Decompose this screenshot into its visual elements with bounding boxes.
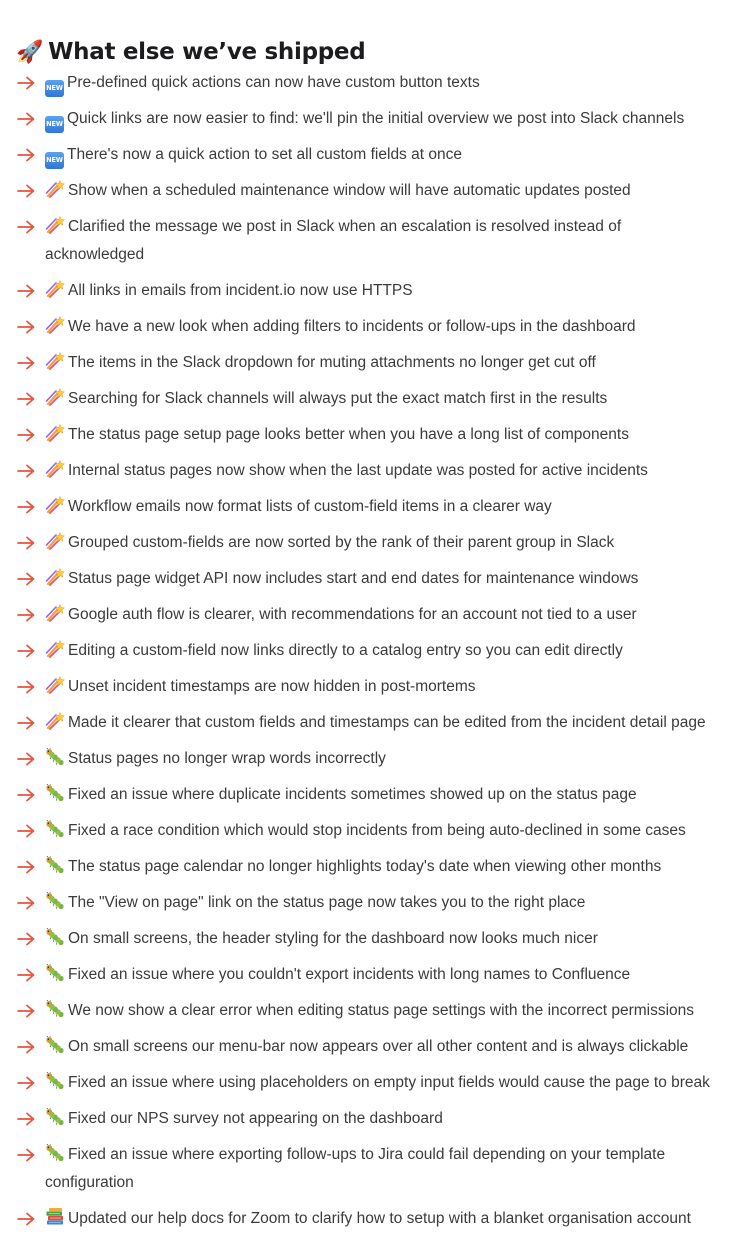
right-arrow-icon <box>16 284 36 298</box>
changelog-item-text: Show when a scheduled maintenance window will have automatic updates posted <box>68 182 631 199</box>
changelog-item <box>0 745 736 773</box>
changelog-item-text: Pre-defined quick actions can now have custom button texts <box>67 74 480 91</box>
right-arrow-icon <box>16 148 36 162</box>
right-arrow-icon <box>16 644 36 658</box>
right-arrow-icon <box>16 752 36 766</box>
changelog-item <box>0 601 736 629</box>
right-arrow-icon <box>16 428 36 442</box>
changelog-item <box>0 1141 736 1197</box>
changelog-item <box>0 637 736 665</box>
right-arrow-icon <box>16 716 36 730</box>
changelog-item-text: We have a new look when adding filters to incidents or follow-ups in the dashboard <box>68 318 636 335</box>
changelog-item <box>0 565 736 593</box>
right-arrow-icon <box>16 356 36 370</box>
books-icon <box>45 1208 65 1226</box>
changelog-item <box>0 141 736 169</box>
changelog-item <box>0 961 736 989</box>
right-arrow-icon <box>16 680 36 694</box>
right-arrow-icon <box>16 1212 36 1226</box>
right-arrow-icon <box>16 608 36 622</box>
new-badge-icon: NEW <box>45 152 64 169</box>
changelog-item-text: The "View on page" link on the status page now takes you to the right place <box>68 894 586 911</box>
bug-caterpillar-icon <box>45 1072 65 1090</box>
changelog-item-text: The status page calendar no longer highlights today's date when viewing other months <box>68 858 662 875</box>
right-arrow-icon <box>16 788 36 802</box>
shooting-star-icon <box>45 460 65 478</box>
changelog-item <box>0 781 736 809</box>
changelog-item <box>0 817 736 845</box>
bug-caterpillar-icon <box>45 784 65 802</box>
changelog-item-text: Fixed an issue where using placeholders on empty input fields would cause the page to break <box>68 1074 710 1091</box>
changelog-item-text: Grouped custom-fields are now sorted by the rank of their parent group in Slack <box>68 534 615 551</box>
bug-caterpillar-icon <box>45 928 65 946</box>
right-arrow-icon <box>16 184 36 198</box>
right-arrow-icon <box>16 112 36 126</box>
shooting-star-icon <box>45 712 65 730</box>
changelog-item <box>0 385 736 413</box>
right-arrow-icon <box>16 76 36 90</box>
shooting-star-icon <box>45 180 65 198</box>
shooting-star-icon <box>45 424 65 442</box>
changelog-item-text: The status page setup page looks better when you have a long list of components <box>68 426 629 443</box>
changelog-item-text: Status page widget API now includes start and end dates for maintenance windows <box>68 570 639 587</box>
changelog-item <box>0 105 736 133</box>
changelog-item <box>0 349 736 377</box>
new-badge-icon: NEW <box>45 116 64 133</box>
right-arrow-icon <box>16 1004 36 1018</box>
changelog-item-text: All links in emails from incident.io now use HTTPS <box>68 282 413 299</box>
shooting-star-icon <box>45 316 65 334</box>
changelog-item-text: Workflow emails now format lists of custom-field items in a clearer way <box>68 498 552 515</box>
changelog-item <box>0 925 736 953</box>
changelog-item <box>0 1069 736 1097</box>
changelog-item <box>0 529 736 557</box>
changelog-item-text: Fixed a race condition which would stop incidents from being auto-declined in some cases <box>68 822 686 839</box>
changelog-item <box>0 1033 736 1061</box>
shooting-star-icon <box>45 388 65 406</box>
changelog-item-text: Editing a custom-field now links directly to a catalog entry so you can edit directly <box>68 642 623 659</box>
right-arrow-icon <box>16 1112 36 1126</box>
shooting-star-icon <box>45 676 65 694</box>
changelog-item-text: On small screens, the header styling for the dashboard now looks much nicer <box>68 930 598 947</box>
right-arrow-icon <box>16 932 36 946</box>
changelog-item <box>0 213 736 269</box>
changelog-item-text: The items in the Slack dropdown for muting attachments no longer get cut off <box>68 354 596 371</box>
changelog-item-text: Fixed an issue where duplicate incidents sometimes showed up on the status page <box>68 786 637 803</box>
shooting-star-icon <box>45 496 65 514</box>
changelog-item-text: On small screens our menu-bar now appears over all other content and is always clickable <box>68 1038 689 1055</box>
shooting-star-icon <box>45 352 65 370</box>
bug-caterpillar-icon <box>45 1000 65 1018</box>
changelog-item-text: Status pages no longer wrap words incorrectly <box>68 750 386 767</box>
changelog-item <box>0 889 736 917</box>
changelog-item <box>0 1205 736 1233</box>
shooting-star-icon <box>45 604 65 622</box>
changelog-item-text: Quick links are now easier to find: we'll pin the initial overview we post into Slack channels <box>67 110 685 127</box>
changelog-item-text: There's now a quick action to set all custom fields at once <box>67 146 462 163</box>
right-arrow-icon <box>16 968 36 982</box>
changelog-item-text: Fixed an issue where exporting follow-ups to Jira could fail depending on your template configuration <box>45 1146 666 1191</box>
bug-caterpillar-icon <box>45 1108 65 1126</box>
changelog-item-text: We now show a clear error when editing status page settings with the incorrect permissions <box>68 1002 695 1019</box>
changelog-item-text: Google auth flow is clearer, with recommendations for an account not tied to a user <box>68 606 637 623</box>
changelog-item <box>0 1105 736 1133</box>
shooting-star-icon <box>45 532 65 550</box>
right-arrow-icon <box>16 536 36 550</box>
shooting-star-icon <box>45 640 65 658</box>
changelog-item <box>0 277 736 305</box>
right-arrow-icon <box>16 896 36 910</box>
shooting-star-icon <box>45 216 65 234</box>
bug-caterpillar-icon <box>45 964 65 982</box>
shooting-star-icon <box>45 280 65 298</box>
bug-caterpillar-icon <box>45 748 65 766</box>
changelog-item-text: Searching for Slack channels will always put the exact match first in the results <box>68 390 608 407</box>
changelog-item <box>0 493 736 521</box>
changelog-item-text: Fixed an issue where you couldn't export incidents with long names to Confluence <box>68 966 631 983</box>
bug-caterpillar-icon <box>45 1144 65 1162</box>
right-arrow-icon <box>16 392 36 406</box>
changelog-item <box>0 69 736 97</box>
changelog-item <box>0 709 736 737</box>
changelog-item <box>0 457 736 485</box>
changelog-item-text: Fixed our NPS survey not appearing on the dashboard <box>68 1110 443 1127</box>
changelog-item <box>0 177 736 205</box>
shooting-star-icon <box>45 568 65 586</box>
changelog-item-text: Internal status pages now show when the last update was posted for active incidents <box>68 462 648 479</box>
new-badge-icon: NEW <box>45 80 64 97</box>
changelog-item <box>0 673 736 701</box>
changelog-item-text: Clarified the message we post in Slack when an escalation is resolved instead of acknowledged <box>45 218 622 263</box>
right-arrow-icon <box>16 1040 36 1054</box>
right-arrow-icon <box>16 464 36 478</box>
changelog-item-text: Updated our help docs for Zoom to clarify how to setup with a blanket organisation account <box>68 1210 691 1227</box>
right-arrow-icon <box>16 824 36 838</box>
right-arrow-icon <box>16 220 36 234</box>
changelog-item <box>0 853 736 881</box>
section-heading <box>16 34 365 70</box>
right-arrow-icon <box>16 500 36 514</box>
changelog-item <box>0 421 736 449</box>
right-arrow-icon <box>16 860 36 874</box>
changelog-list <box>0 69 736 1241</box>
bug-caterpillar-icon <box>45 892 65 910</box>
right-arrow-icon <box>16 1076 36 1090</box>
changelog-item <box>0 997 736 1025</box>
section-title: What else we’ve shipped <box>48 39 366 66</box>
right-arrow-icon <box>16 1148 36 1162</box>
changelog-item-text: Unset incident timestamps are now hidden in post-mortems <box>68 678 476 695</box>
bug-caterpillar-icon <box>45 820 65 838</box>
right-arrow-icon <box>16 320 36 334</box>
changelog-item <box>0 313 736 341</box>
right-arrow-icon <box>16 572 36 586</box>
bug-caterpillar-icon <box>45 1036 65 1054</box>
bug-caterpillar-icon <box>45 856 65 874</box>
changelog-item-text: Made it clearer that custom fields and timestamps can be edited from the incident detail page <box>68 714 706 731</box>
rocket-icon: 🚀 <box>16 39 44 65</box>
